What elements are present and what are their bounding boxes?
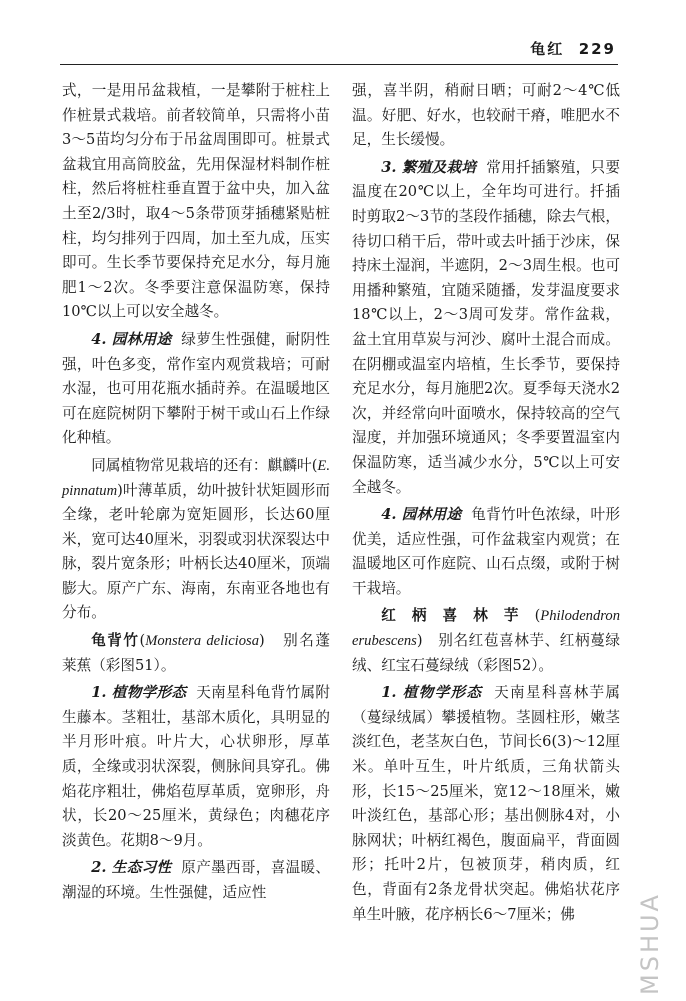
- paragraph: 同属植物常见栽培的还有：麒麟叶(E. pinnatum)叶薄革质，幼叶披针状矩圆形而全缘，老叶轮廓为宽矩圆形，长达60厘米，宽可达40厘米，羽裂或羽状深裂达中脉，裂片宽条形；叶柄长达40厘米，顶端膨大。原产广东、海南，东南亚各地也有分布。: [62, 456, 330, 622]
- paragraph: 3. 繁殖及栽培 常用扦插繁殖，只要温度在20℃以上，全年均可进行。扦插时剪取2～3节的茎段作插穗，除去气根，待切口稍干后，带叶或去叶插于沙床，保持床土湿润，半遮阴，2～3周生根。也可用播种繁殖，宜随采随播，发芽温度要求18℃以上，2～3周可发芽。常作盆栽，盆土宜用草炭与河沙、腐叶土混合而成。在阴棚或温室内培植，生长季节，要保持充足水分，每月施肥2次。夏季每天浇水2次，并经常向叶面喷水，保持较高的空气湿度，并加强环境通风；冬季要置温室内保温防寒，适当减少水分，5℃以上可安全越冬。: [352, 158, 620, 496]
- species-entry-title: 龟背竹(Monstera deliciosa) 别名蓬莱蕉（彩图51）。: [62, 632, 330, 674]
- paragraph: 4. 园林用途 龟背竹叶色浓绿，叶形优美，适应性强，可作盆栽室内观赏；在温暖地区可作庭院、山石点缀，或附于树干栽培。: [352, 506, 620, 597]
- running-header: [60, 38, 616, 60]
- latin-name: Monstera deliciosa: [145, 633, 260, 650]
- watermark: MSHUA: [636, 892, 664, 995]
- paragraph: 2. 生态习性 原产墨西哥，喜温暖、潮湿的环境。生性强健，适应性: [62, 859, 330, 901]
- species-name: 龟背竹: [91, 632, 140, 650]
- species-name: 红柄喜林芋: [381, 607, 535, 625]
- paragraph: 4. 园林用途 绿萝生性强健，耐阴性强，叶色多变，常作室内观赏栽培；可耐水湿，也可用花瓶水插莳养。在温暖地区可在庭院树阴下攀附于树干或山石上作绿化种植。: [62, 330, 330, 447]
- running-title: 龟红: [530, 40, 565, 58]
- section-heading: 4. 园林用途: [381, 506, 462, 524]
- paragraph: 强，喜半阴，稍耐日晒；可耐2～4℃低温。好肥、好水，也较耐干瘠，唯肥水不足，生长缓慢。: [352, 82, 620, 149]
- header-rule: [60, 64, 618, 65]
- paragraph: 式，一是用吊盆栽植，一是攀附于桩柱上作桩景式栽培。前者较简单，只需将小苗3～5苗均匀分布于吊盆周围即可。桩景式盆栽宜用高筒胶盆，先用保湿材料制作桩柱，然后将桩柱垂直置于盆中央，加入盆土至2/3时，取4～5条带顶芽插穗紧贴桩柱，均匀排列于四周，加土至九成，压实即可。生长季节要保持充足水分，每月施肥1～2次。冬季要注意保温防寒，保持10℃以上可以安全越冬。: [62, 82, 330, 321]
- section-heading: 1. 植物学形态: [91, 684, 187, 702]
- paragraph: 1. 植物学形态 天南星科龟背竹属附生藤本。茎粗壮，基部木质化，具明显的半月形叶痕。叶片大，心状卵形，厚革质，全缘或羽状深裂，侧脉间具穿孔。佛焰花序粗壮，佛焰苞厚革质，宽卵形，舟状，长20～25厘米，黄绿色；肉穗花序淡黄色。花期8～9月。: [62, 684, 330, 849]
- left-column: [62, 79, 330, 906]
- section-heading: 4. 园林用途: [91, 330, 172, 348]
- latin-name: E. pinnatum: [62, 457, 330, 499]
- page-number: 229: [578, 40, 616, 58]
- section-heading: 2. 生态习性: [91, 859, 172, 877]
- latin-name: Philodendron erubescens: [352, 608, 620, 650]
- section-heading: 1. 植物学形态: [381, 684, 483, 702]
- paragraph: 1. 植物学形态 天南星科喜林芋属（蔓绿绒属）攀援植物。茎圆柱形，嫩茎淡红色，老茎灰白色，节间长6(3)～12厘米。单叶互生，叶片纸质，三角状箭头形，长15～25厘米，宽12～18厘米，嫩叶淡红色，基部心形；基出侧脉4对，小脉网状；叶柄红褐色，腹面扁平，背面圆形；托叶2片，包被顶芽，稍肉质，红色，背面有2条龙骨状突起。佛焰状花序单生叶腋，花序柄长6～7厘米；佛: [352, 684, 620, 923]
- section-heading: 3. 繁殖及栽培: [381, 158, 477, 176]
- right-column: [352, 79, 620, 927]
- species-entry-title: 红柄喜林芋(Philodendron erubescens) 别名红苞喜林芋、红柄蔓绿绒、红宝石蔓绿绒（彩图52）。: [352, 607, 620, 674]
